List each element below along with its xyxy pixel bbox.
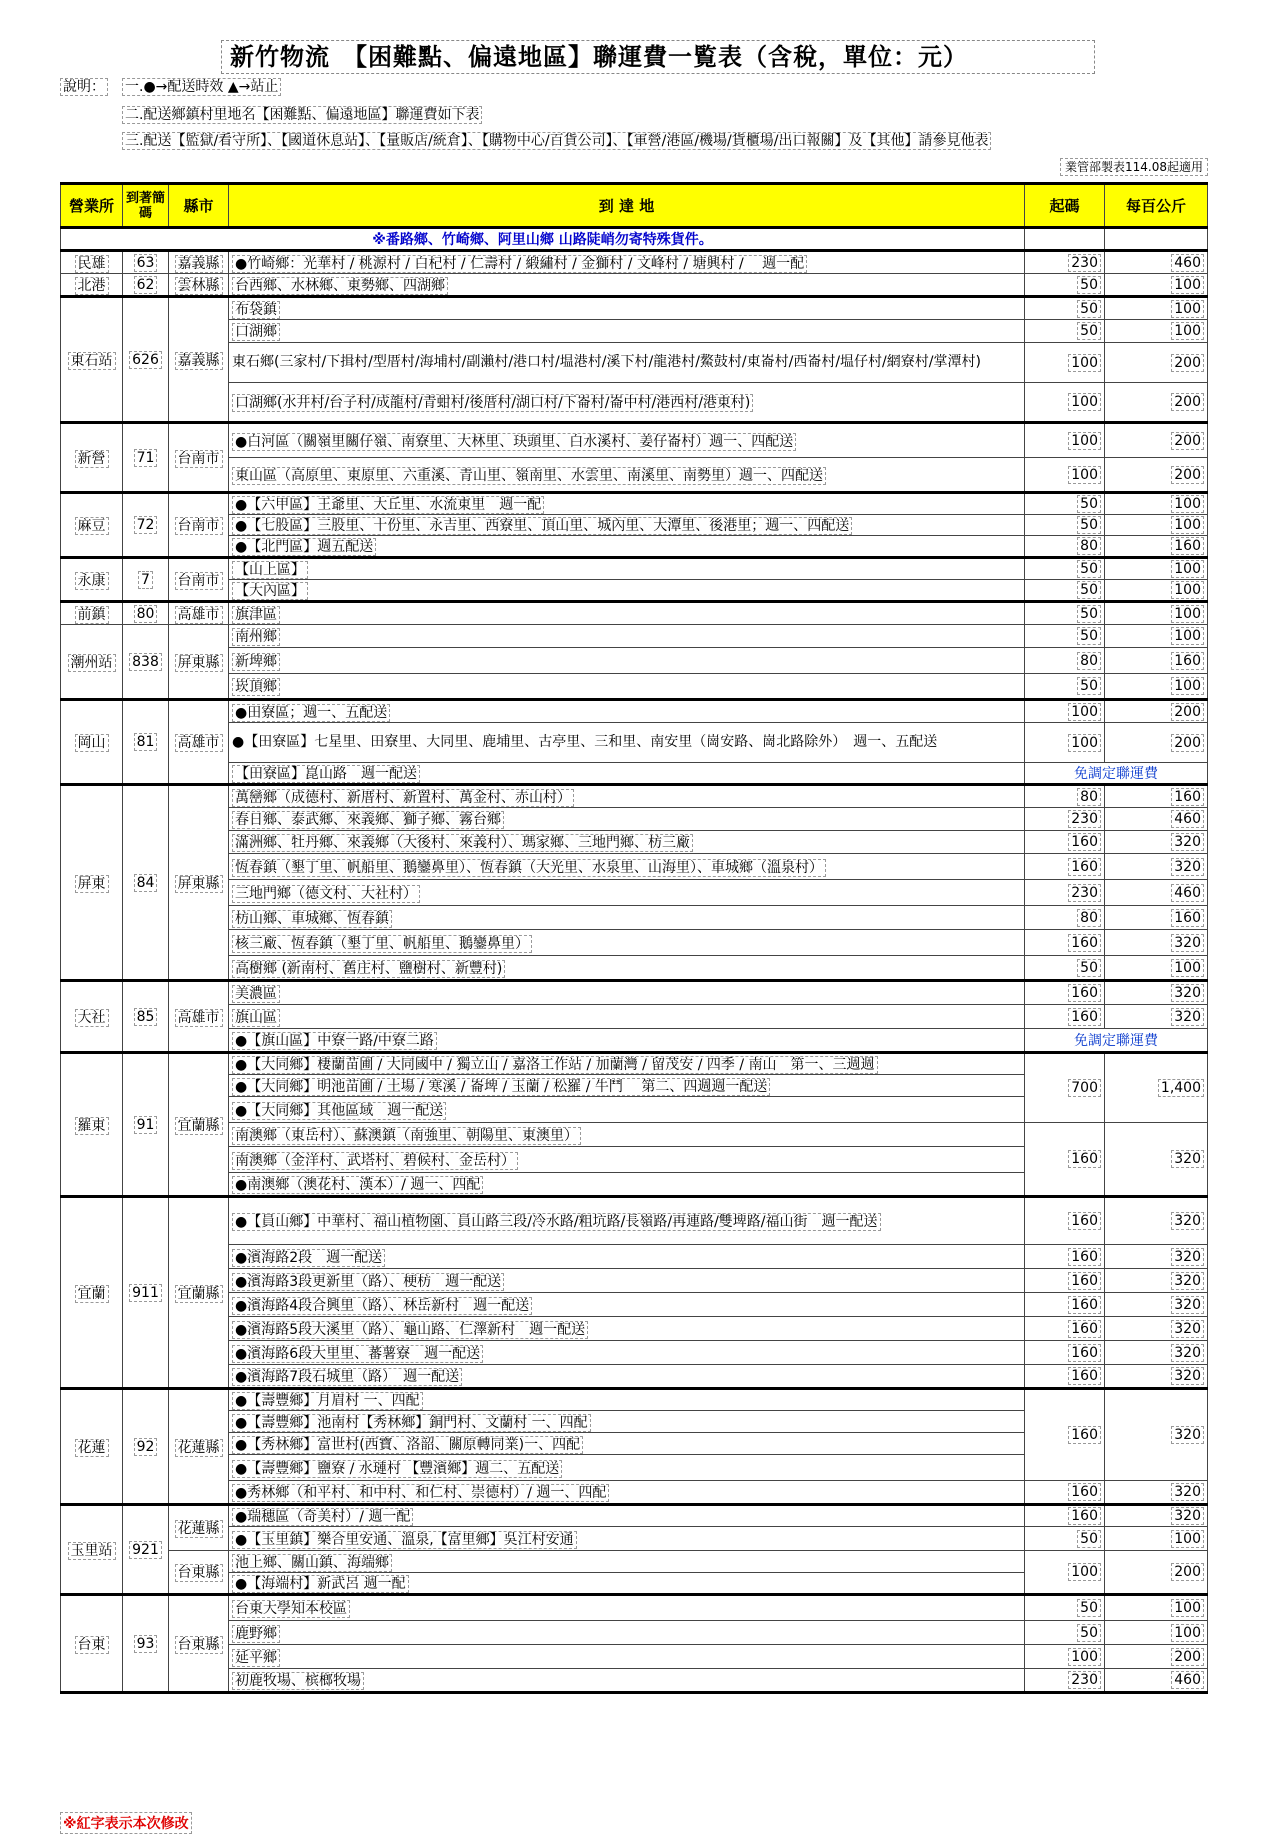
- county-cell: 屏東縣: [169, 625, 229, 700]
- table-row: [61, 808, 1208, 831]
- base-cell: 80: [1025, 785, 1105, 808]
- destination-cell: 台西鄉、水林鄉、東勢鄉、四湖鄉: [229, 274, 1025, 297]
- destination-cell: ●【北門區】週五配送: [229, 536, 1025, 558]
- table-row: [61, 1365, 1208, 1389]
- destination-cell: ●【旗山區】中寮一路/中寮二路: [229, 1029, 1025, 1053]
- base-cell: 50: [1025, 1595, 1105, 1621]
- destination-cell: 布袋鎮: [229, 297, 1025, 320]
- office-cell: 東石站: [61, 297, 123, 423]
- table-row: [61, 1595, 1208, 1621]
- table-row: [61, 854, 1208, 880]
- table-row: [61, 320, 1208, 343]
- header-code: 到著簡碼: [123, 184, 169, 228]
- destination-cell: 高樹鄉 (新南村、舊庄村、鹽樹村、新豐村): [229, 956, 1025, 981]
- per100-cell: 320: [1105, 1389, 1208, 1481]
- base-cell: 50: [1025, 515, 1105, 536]
- table-row: [61, 1551, 1208, 1573]
- destination-cell: 【大內區】: [229, 580, 1025, 602]
- base-cell: 50: [1025, 956, 1105, 981]
- destination-cell: 南澳鄉（東岳村）、蘇澳鎮（南強里、朝陽里、東澳里）: [229, 1123, 1025, 1147]
- table-row: [61, 880, 1208, 906]
- base-cell: 50: [1025, 320, 1105, 343]
- per100-cell: 200: [1105, 1551, 1208, 1595]
- header-destination: 到 達 地: [229, 184, 1025, 228]
- destination-cell: ●秀林鄉（和平村、和中村、和仁村、崇德村）/ 週一、四配: [229, 1481, 1025, 1505]
- office-cell: 新營: [61, 423, 123, 493]
- note-2: 二.配送鄉鎮村里地名【困難點、偏遠地區】聯運費如下表: [122, 106, 482, 124]
- base-cell: 160: [1025, 854, 1105, 880]
- destination-cell: ●【壽豐鄉】池南村【秀林鄉】銅門村、文蘭村 一、四配: [229, 1411, 1025, 1433]
- code-cell: 71: [123, 423, 169, 493]
- destination-cell: 初鹿牧場、槟榔牧場: [229, 1669, 1025, 1693]
- per100-cell: 100: [1105, 558, 1208, 580]
- destination-cell: 恆春鎮（墾丁里、帆船里、鵝鑾鼻里）、恆春鎮（大光里、水泉里、山海里）、車城鄉（溫泉村）: [229, 854, 1025, 880]
- destination-cell: 【山上區】: [229, 558, 1025, 580]
- destination-cell: ●瑞穗區（奇美村）/ 週一配: [229, 1505, 1025, 1527]
- per100-cell: 100: [1105, 515, 1208, 536]
- destination-cell: ●【大同鄉】其他區域 週一配送: [229, 1097, 1025, 1123]
- destination-cell: ●【六甲區】王爺里、大丘里、水流東里 週一配: [229, 493, 1025, 515]
- destination-cell: ●【員山鄉】中華村、福山植物園、員山路三段/冷水路/粗坑路/長嶺路/再連路/雙埤路/福山街 週一配送: [229, 1197, 1025, 1245]
- code-cell: 92: [123, 1389, 169, 1505]
- county-cell: 雲林縣: [169, 274, 229, 297]
- destination-cell: ●【玉里鎮】樂合里安通、溫泉,【富里鄉】吳江村安通: [229, 1527, 1025, 1551]
- code-cell: 838: [123, 625, 169, 700]
- per100-cell: 160: [1105, 648, 1208, 674]
- per100-cell: 200: [1105, 700, 1208, 723]
- per100-cell: 1,400: [1105, 1053, 1208, 1123]
- table-row: [61, 1029, 1208, 1053]
- per100-cell: 200: [1105, 723, 1208, 763]
- per100-cell: 100: [1105, 1527, 1208, 1551]
- destination-cell: 三地門鄉（德文村、大社村）: [229, 880, 1025, 906]
- per100-cell: 100: [1105, 602, 1208, 625]
- destination-cell: 崁頂鄉: [229, 674, 1025, 700]
- per100-cell: 460: [1105, 880, 1208, 906]
- table-row: [61, 674, 1208, 700]
- office-cell: 麻豆: [61, 493, 123, 558]
- code-cell: 626: [123, 297, 169, 423]
- county-cell: 台南市: [169, 558, 229, 602]
- destination-cell: ●白河區（關嶺里關仔嶺、南寮里、大林里、玦頭里、白水溪村、姜仔崙村）週一、四配送: [229, 423, 1025, 458]
- destination-cell: ●【海端村】新武呂 週一配: [229, 1573, 1025, 1595]
- table-row: [61, 1389, 1208, 1411]
- county-cell: 花蓮縣: [169, 1389, 229, 1505]
- county-cell: 台東縣: [169, 1595, 229, 1693]
- per100-cell: 100: [1105, 493, 1208, 515]
- base-cell: 160: [1025, 1317, 1105, 1341]
- banner-row: [61, 228, 1208, 251]
- base-cell: 160: [1025, 831, 1105, 854]
- table-row: [61, 1527, 1208, 1551]
- destination-cell: 枋山鄉、車城鄉、恆春鎮: [229, 906, 1025, 930]
- per100-cell: 160: [1105, 785, 1208, 808]
- per100-cell: 320: [1105, 854, 1208, 880]
- code-cell: 72: [123, 493, 169, 558]
- per100-cell: 100: [1105, 297, 1208, 320]
- base-cell: 50: [1025, 625, 1105, 648]
- destination-cell: ●【壽豐鄉】月眉村 一、四配: [229, 1389, 1025, 1411]
- table-row: [61, 458, 1208, 493]
- destination-cell: 池上鄉、關山鎮、海端鄉: [229, 1551, 1025, 1573]
- table-row: [61, 930, 1208, 956]
- per100-cell: 460: [1105, 251, 1208, 274]
- base-cell: 160: [1025, 1293, 1105, 1317]
- county-cell: 台南市: [169, 423, 229, 493]
- table-row: [61, 274, 1208, 297]
- banner-base-empty: [1025, 228, 1105, 251]
- destination-cell: 口湖鄉(水井村/台子村/成龍村/青蚶村/後厝村/湖口村/下崙村/崙中村/港西村/港東村): [229, 383, 1025, 423]
- destination-cell: 【田寮區】崑山路 週一配送: [229, 763, 1025, 785]
- base-cell: 100: [1025, 700, 1105, 723]
- base-cell: 160: [1025, 981, 1105, 1005]
- base-cell: 160: [1025, 1197, 1105, 1245]
- code-cell: 84: [123, 785, 169, 981]
- table-row: [61, 1269, 1208, 1293]
- base-cell: 100: [1025, 458, 1105, 493]
- table-row: [61, 831, 1208, 854]
- base-cell: 50: [1025, 674, 1105, 700]
- office-cell: 岡山: [61, 700, 123, 785]
- base-cell: 100: [1025, 423, 1105, 458]
- destination-cell: 新埤鄉: [229, 648, 1025, 674]
- base-cell: 160: [1025, 1505, 1105, 1527]
- destination-cell: 萬巒鄉（成德村、新厝村、新置村、萬金村、赤山村）: [229, 785, 1025, 808]
- office-cell: 永康: [61, 558, 123, 602]
- destination-cell: ●【田寮區】七星里、田寮里、大同里、鹿埔里、古亭里、三和里、南安里（崗安路、崗北路除外） 週一、五配送: [229, 723, 1025, 763]
- table-row: [61, 981, 1208, 1005]
- table-row: [61, 1293, 1208, 1317]
- per100-cell: 320: [1105, 1197, 1208, 1245]
- per100-cell: 100: [1105, 1595, 1208, 1621]
- per100-cell: 320: [1105, 1269, 1208, 1293]
- destination-cell: ●【大同鄉】明池苗圃 / 土場 / 寒溪 / 崙埤 / 玉蘭 / 松羅 / 牛鬥 第二、四週週一配送: [229, 1075, 1025, 1097]
- free-rate-cell: 免調定聯運費: [1025, 763, 1208, 785]
- table-row: [61, 1005, 1208, 1029]
- per100-cell: 100: [1105, 956, 1208, 981]
- table-row: [61, 536, 1208, 558]
- base-cell: 50: [1025, 1527, 1105, 1551]
- destination-cell: ●濱海路6段大里里、蕃薯寮 週一配送: [229, 1341, 1025, 1365]
- code-cell: 85: [123, 981, 169, 1053]
- per100-cell: 200: [1105, 343, 1208, 383]
- office-cell: 北港: [61, 274, 123, 297]
- base-cell: 230: [1025, 880, 1105, 906]
- base-cell: 50: [1025, 1621, 1105, 1645]
- base-cell: 700: [1025, 1053, 1105, 1123]
- base-cell: 160: [1025, 1123, 1105, 1197]
- destination-cell: 滿洲鄉、牡丹鄉、來義鄉（大後村、來義村）、瑪家鄉、三地門鄉、枋三廠: [229, 831, 1025, 854]
- base-cell: 160: [1025, 1341, 1105, 1365]
- issue-stamp: 業管部製表114.08起適用: [1060, 158, 1208, 176]
- destination-cell: 鹿野鄉: [229, 1621, 1025, 1645]
- base-cell: 50: [1025, 297, 1105, 320]
- note-3: 三.配送【監獄/看守所】、【國道休息站】、【量販店/統倉】、【購物中心/百貨公司】、【軍營/港區/機場/貨櫃場/出口報關】及【其他】請參見他表: [122, 132, 991, 150]
- base-cell: 100: [1025, 723, 1105, 763]
- code-cell: 91: [123, 1053, 169, 1197]
- per100-cell: 100: [1105, 674, 1208, 700]
- base-cell: 50: [1025, 558, 1105, 580]
- per100-cell: 200: [1105, 383, 1208, 423]
- base-cell: 160: [1025, 1269, 1105, 1293]
- per100-cell: 320: [1105, 1341, 1208, 1365]
- destination-cell: 南澳鄉（金洋村、武塔村、碧候村、金岳村）: [229, 1147, 1025, 1173]
- per100-cell: 320: [1105, 1005, 1208, 1029]
- table-row: [61, 1669, 1208, 1693]
- per100-cell: 160: [1105, 536, 1208, 558]
- destination-cell: ●【壽豐鄉】鹽寮 / 水璉村 【豐濱鄉】週二、五配送: [229, 1455, 1025, 1481]
- destination-cell: ●濱海路7段石城里（路） 週一配送: [229, 1365, 1025, 1389]
- per100-cell: 320: [1105, 1293, 1208, 1317]
- base-cell: 80: [1025, 536, 1105, 558]
- per100-cell: 160: [1105, 906, 1208, 930]
- per100-cell: 100: [1105, 580, 1208, 602]
- per100-cell: 320: [1105, 1123, 1208, 1197]
- free-rate-cell: 免調定聯運費: [1025, 1029, 1208, 1053]
- table-row: [61, 383, 1208, 423]
- office-cell: 玉里站: [61, 1505, 123, 1595]
- table-row: [61, 723, 1208, 763]
- destination-cell: ●竹崎鄉：光華村 / 桃源村 / 白杞村 / 仁壽村 / 緞繡村 / 金獅村 / 文峰村 / 塘興村 / 週一配: [229, 251, 1025, 274]
- destination-cell: ●濱海路5段大溪里（路）、龜山路、仁澤新村 週一配送: [229, 1317, 1025, 1341]
- destination-cell: 旗津區: [229, 602, 1025, 625]
- destination-cell: ●濱海路4段合興里（路）、林岳新村 週一配送: [229, 1293, 1025, 1317]
- base-cell: 50: [1025, 274, 1105, 297]
- header-office: 營業所: [61, 184, 123, 228]
- banner-per100-empty: [1105, 228, 1208, 251]
- code-cell: 911: [123, 1197, 169, 1389]
- destination-cell: ●南澳鄉（澳花村、漢本）/ 週一、四配: [229, 1173, 1025, 1197]
- table-row: [61, 906, 1208, 930]
- base-cell: 160: [1025, 1481, 1105, 1505]
- per100-cell: 320: [1105, 981, 1208, 1005]
- table-row: [61, 763, 1208, 785]
- destination-cell: ●【七股區】三股里、十份里、永吉里、西寮里、頂山里、城內里、大潭里、後港里；週一、四配送: [229, 515, 1025, 536]
- table-row: [61, 343, 1208, 383]
- table-row: [61, 602, 1208, 625]
- destination-cell: ●【秀林鄉】富世村(西寶、洛韶、關原轉同業)一、四配: [229, 1433, 1025, 1455]
- per100-cell: 100: [1105, 274, 1208, 297]
- per100-cell: 320: [1105, 1365, 1208, 1389]
- table-row: [61, 1317, 1208, 1341]
- per100-cell: 200: [1105, 1645, 1208, 1669]
- page-title: 新竹物流 【困難點、偏遠地區】聯運費一覧表（含稅，單位：元）: [221, 40, 1095, 74]
- base-cell: 160: [1025, 1005, 1105, 1029]
- header-per100: 每百公斤: [1105, 184, 1208, 228]
- table-row: [61, 558, 1208, 580]
- destination-cell: 口湖鄉: [229, 320, 1025, 343]
- code-cell: 7: [123, 558, 169, 602]
- office-cell: 民雄: [61, 251, 123, 274]
- table-row: [61, 1053, 1208, 1075]
- county-cell: 嘉義縣: [169, 251, 229, 274]
- footnote: ※紅字表示本次修改: [60, 1812, 192, 1834]
- destination-cell: 旗山區: [229, 1005, 1025, 1029]
- code-cell: 81: [123, 700, 169, 785]
- per100-cell: 320: [1105, 831, 1208, 854]
- office-cell: 花蓮: [61, 1389, 123, 1505]
- header-row: [61, 184, 1208, 228]
- banner: ※番路鄉、竹崎鄉、阿里山鄉 山路陡峭勿寄特殊貨件。: [61, 228, 1025, 251]
- table-row: [61, 423, 1208, 458]
- destination-cell: 春日鄉、泰武鄉、來義鄉、獅子鄉、霧台鄉: [229, 808, 1025, 831]
- code-cell: 62: [123, 274, 169, 297]
- base-cell: 230: [1025, 808, 1105, 831]
- notes-label: 說明：: [60, 78, 108, 96]
- base-cell: 100: [1025, 1551, 1105, 1595]
- base-cell: 230: [1025, 1669, 1105, 1693]
- base-cell: 160: [1025, 1389, 1105, 1481]
- office-cell: 大社: [61, 981, 123, 1053]
- code-cell: 921: [123, 1505, 169, 1595]
- destination-cell: 延平鄉: [229, 1645, 1025, 1669]
- base-cell: 80: [1025, 648, 1105, 674]
- per100-cell: 460: [1105, 808, 1208, 831]
- office-cell: 宜蘭: [61, 1197, 123, 1389]
- table-row: [61, 1645, 1208, 1669]
- base-cell: 230: [1025, 251, 1105, 274]
- table-row: [61, 580, 1208, 602]
- base-cell: 160: [1025, 930, 1105, 956]
- destination-cell: ●濱海路2段 週一配送: [229, 1245, 1025, 1269]
- base-cell: 100: [1025, 343, 1105, 383]
- code-cell: 63: [123, 251, 169, 274]
- destination-cell: 南州鄉: [229, 625, 1025, 648]
- office-cell: 羅東: [61, 1053, 123, 1197]
- table-row: [61, 625, 1208, 648]
- base-cell: 100: [1025, 1645, 1105, 1669]
- destination-cell: ●【大同鄉】棲蘭苗圃 / 大同國中 / 獨立山 / 嘉洛工作站 / 加蘭灣 / 留茂安 / 四季 / 南山 第一、三週週: [229, 1053, 1025, 1075]
- table-row: [61, 648, 1208, 674]
- base-cell: 50: [1025, 580, 1105, 602]
- base-cell: 100: [1025, 383, 1105, 423]
- table-row: [61, 1123, 1208, 1147]
- base-cell: 160: [1025, 1245, 1105, 1269]
- header-base: 起碼: [1025, 184, 1105, 228]
- per100-cell: 320: [1105, 930, 1208, 956]
- destination-cell: 東石鄉(三家村/下揖村/型厝村/海埔村/副瀨村/港口村/塭港村/溪下村/龍港村/鰲鼓村/東崙村/西崙村/塭仔村/網寮村/掌潭村): [229, 343, 1025, 383]
- table-row: [61, 956, 1208, 981]
- freight-table: [60, 182, 1208, 1694]
- destination-cell: 美濃區: [229, 981, 1025, 1005]
- per100-cell: 200: [1105, 423, 1208, 458]
- table-row: [61, 251, 1208, 274]
- per100-cell: 100: [1105, 1621, 1208, 1645]
- destination-cell: 台東大學知本校區: [229, 1595, 1025, 1621]
- per100-cell: 100: [1105, 625, 1208, 648]
- destination-cell: ●田寮區；週一、五配送: [229, 700, 1025, 723]
- county-cell: 宜蘭縣: [169, 1197, 229, 1389]
- per100-cell: 460: [1105, 1669, 1208, 1693]
- county-cell: 宜蘭縣: [169, 1053, 229, 1197]
- table-row: [61, 1481, 1208, 1505]
- base-cell: 50: [1025, 602, 1105, 625]
- destination-cell: ●濱海路3段更新里（路）、梗枋 週一配送: [229, 1269, 1025, 1293]
- table-row: [61, 297, 1208, 320]
- county-cell: 嘉義縣: [169, 297, 229, 423]
- office-cell: 屏東: [61, 785, 123, 981]
- code-cell: 93: [123, 1595, 169, 1693]
- table-row: [61, 1505, 1208, 1527]
- office-cell: 潮州站: [61, 625, 123, 700]
- table-row: [61, 700, 1208, 723]
- table-row: [61, 1621, 1208, 1645]
- code-cell: 80: [123, 602, 169, 625]
- per100-cell: 100: [1105, 320, 1208, 343]
- county-cell: 高雄市: [169, 602, 229, 625]
- county-cell: 台東縣: [169, 1551, 229, 1595]
- per100-cell: 320: [1105, 1317, 1208, 1341]
- note-1: 一.●→配送時效 ▲→站止: [122, 78, 281, 96]
- table-row: [61, 785, 1208, 808]
- county-cell: 台南市: [169, 493, 229, 558]
- header-county: 縣市: [169, 184, 229, 228]
- base-cell: 50: [1025, 493, 1105, 515]
- table-row: [61, 1197, 1208, 1245]
- table-row: [61, 1341, 1208, 1365]
- office-cell: 前鎮: [61, 602, 123, 625]
- county-cell: 花蓮縣: [169, 1505, 229, 1551]
- table-row: [61, 1245, 1208, 1269]
- base-cell: 160: [1025, 1365, 1105, 1389]
- per100-cell: 200: [1105, 458, 1208, 493]
- per100-cell: 320: [1105, 1245, 1208, 1269]
- per100-cell: 320: [1105, 1481, 1208, 1505]
- table-row: [61, 493, 1208, 515]
- county-cell: 屏東縣: [169, 785, 229, 981]
- county-cell: 高雄市: [169, 981, 229, 1053]
- table-row: [61, 515, 1208, 536]
- destination-cell: 東山區（高原里、東原里、六重溪、青山里、嶺南里、水雲里、南溪里、南勢里）週一、四配送: [229, 458, 1025, 493]
- destination-cell: 核三廠、恆春鎮（墾丁里、帆船里、鵝鑾鼻里）: [229, 930, 1025, 956]
- base-cell: 80: [1025, 906, 1105, 930]
- county-cell: 高雄市: [169, 700, 229, 785]
- per100-cell: 320: [1105, 1505, 1208, 1527]
- office-cell: 台東: [61, 1595, 123, 1693]
